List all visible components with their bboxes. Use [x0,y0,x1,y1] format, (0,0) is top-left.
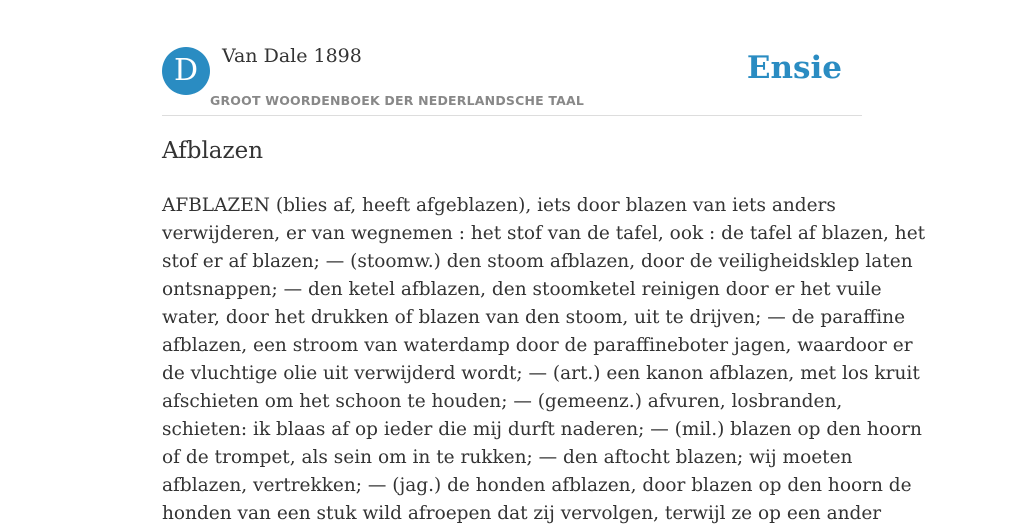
definition-line: ontsnappen; — den ketel afblazen, den stoomketel reinigen door er het vuile [162,279,882,300]
entry-headword: Afblazen [162,138,264,164]
dictionary-title[interactable]: Van Dale 1898 [222,45,362,67]
dictionary-subtitle: GROOT WOORDENBOEK DER NEDERLANDSCHE TAAL [210,93,585,108]
definition-line: AFBLAZEN (blies af, heeft afgeblazen), iets door blazen van iets anders [162,195,836,216]
definition-line: stof er af blazen; — (stoomw.) den stoom afblazen, door de veiligheidsklep laten [162,251,913,272]
definition-line: afblazen, vertrekken; — (jag.) de honden afblazen, door blazen op den hoorn de [162,475,912,496]
definition-line: of de trompet, als sein om in te rukken; — den aftocht blazen; wij moeten [162,447,853,468]
header-divider [162,115,862,116]
dictionary-logo[interactable]: D [162,47,210,95]
entry-definition [162,192,926,528]
definition-line: afschieten om het schoon te houden; — (gemeenz.) afvuren, losbranden, [162,391,843,412]
definition-line: verwijderen, er van wegnemen : het stof van de tafel, ook : de tafel af blazen, het [162,223,926,244]
definition-line: afblazen, een stroom van waterdamp door de paraffineboter jagen, waardoor er [162,335,913,356]
definition-line: water, door het drukken of blazen van den stoom, uit te drijven; — de paraffine [162,307,906,328]
brand-logo[interactable]: Ensie [746,50,842,86]
definition-line: schieten: ik blaas af op ieder die mij durft naderen; — (mil.) blazen op den hoorn [162,419,922,440]
definition-line: de vluchtige olie uit verwijderd wordt; — (art.) een kanon afblazen, met los kruit [162,363,920,384]
definition-line: honden van een stuk wild afroepen dat zij vervolgen, terwijl ze op een ander [162,503,882,524]
